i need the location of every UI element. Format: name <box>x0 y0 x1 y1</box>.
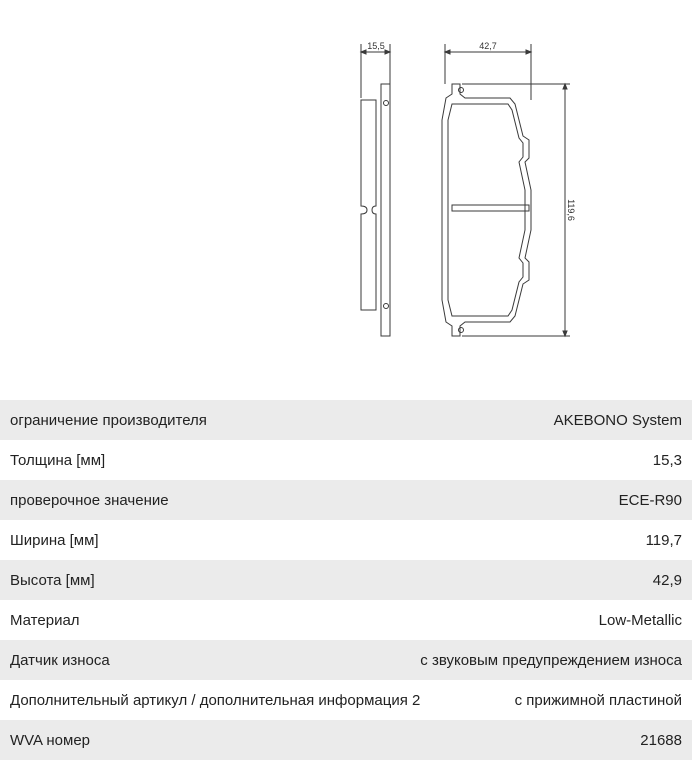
front-view <box>442 44 570 336</box>
spec-value: 15,3 <box>652 451 682 469</box>
spec-label: Дополнительный артикул / дополнительная информация 2 <box>10 691 421 709</box>
spec-label: Ширина [мм] <box>10 531 99 549</box>
spec-label: проверочное значение <box>10 491 169 509</box>
spec-row <box>0 400 692 440</box>
spec-value: 21688 <box>640 731 682 749</box>
spec-label: Толщина [мм] <box>10 451 106 469</box>
spec-label: Датчик износа <box>10 651 110 669</box>
spec-value: с прижимной пластиной <box>514 691 682 709</box>
spec-value: 119,7 <box>645 531 682 549</box>
spec-label: Высота [мм] <box>10 571 95 589</box>
spec-value: с звуковым предупреждением износа <box>420 651 682 669</box>
spec-row <box>0 640 692 680</box>
spec-value: AKEBONO System <box>553 411 682 429</box>
side-view <box>361 44 390 336</box>
spec-value: Low-Metallic <box>598 611 682 629</box>
spec-value: ECE-R90 <box>618 491 682 509</box>
spec-table <box>0 400 692 760</box>
width-dimension-label: 42,7 <box>479 41 497 51</box>
spec-row <box>0 520 692 560</box>
spec-label: Материал <box>10 611 80 629</box>
spec-row <box>0 720 692 760</box>
thickness-dimension-label: 15,5 <box>367 41 385 51</box>
height-dimension-label: 119,6 <box>566 199 576 221</box>
spec-row <box>0 440 692 480</box>
spec-value: 42,9 <box>652 571 682 589</box>
spec-row <box>0 600 692 640</box>
spec-row <box>0 480 692 520</box>
spec-row <box>0 560 692 600</box>
spec-label: WVA номер <box>10 731 91 749</box>
spec-row <box>0 680 692 720</box>
spec-label: ограничение производителя <box>10 411 207 429</box>
